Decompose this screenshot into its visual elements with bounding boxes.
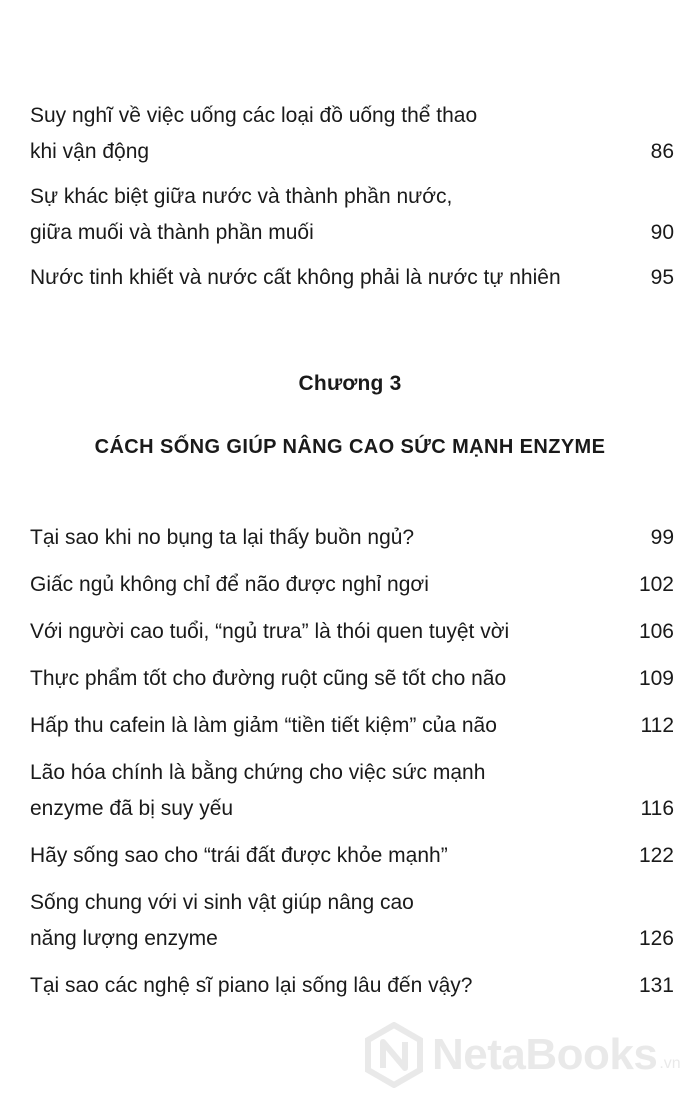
watermark-text: NetaBooks: [432, 1030, 658, 1079]
toc-entry: [30, 520, 674, 556]
netabooks-logo-icon: [364, 1022, 424, 1088]
toc-entry: [30, 98, 674, 170]
toc-entry-line: Suy nghĩ về việc uống các loại đồ uống thể thao: [30, 104, 478, 127]
toc-entry: [30, 614, 674, 650]
toc-page-number: 99: [650, 526, 674, 549]
toc-entry-line: Tại sao các nghệ sĩ piano lại sống lâu đến vậy?: [30, 974, 473, 997]
toc-entry-title: [30, 838, 448, 874]
toc-entry-line: Tại sao khi no bụng ta lại thấy buồn ngủ?: [30, 526, 415, 549]
toc-entry-line: Nước tinh khiết và nước cất không phải là nước tự nhiên: [30, 266, 561, 289]
toc-entry-title: [30, 567, 429, 603]
toc-entry-line: Với người cao tuổi, “ngủ trưa” là thói quen tuyệt vời: [30, 620, 510, 643]
watermark-tld: .vn: [659, 1055, 681, 1072]
chapter-title: CÁCH SỐNG GIÚP NÂNG CAO SỨC MẠNH ENZYME: [94, 436, 606, 458]
toc-entry: [30, 661, 674, 697]
toc-entry-line: năng lượng enzyme: [30, 927, 218, 950]
toc-page-number: 102: [638, 573, 674, 596]
toc-entry-title: [30, 661, 506, 697]
toc-entry-line: giữa muối và thành phần muối: [30, 221, 314, 244]
toc-page-number: 116: [640, 797, 674, 820]
toc-entry-line: Hấp thu cafein là làm giảm “tiền tiết kiệm” của não: [30, 714, 497, 737]
toc-entry: [30, 179, 674, 251]
toc-entry-line: Lão hóa chính là bằng chứng cho việc sức mạnh: [30, 761, 486, 784]
watermark: [364, 1020, 681, 1090]
toc-list-chapter-3: [30, 520, 674, 1015]
toc-entry-line: khi vận động: [30, 140, 150, 163]
toc-list-continued: [30, 98, 674, 305]
toc-entry: [30, 567, 674, 603]
toc-entry-title: [30, 968, 472, 1004]
toc-entry-line: Hãy sống sao cho “trái đất được khỏe mạnh”: [30, 844, 448, 867]
toc-entry-title: [30, 755, 485, 827]
toc-page-number: 131: [638, 974, 674, 997]
toc-entry: [30, 755, 674, 827]
toc-entry-title: [30, 260, 561, 296]
toc-page-number: 86: [650, 140, 674, 163]
toc-entry: [30, 708, 674, 744]
toc-entry: [30, 838, 674, 874]
toc-page-number: 106: [638, 620, 674, 643]
toc-page-number: 122: [638, 844, 674, 867]
toc-entry-title: [30, 520, 414, 556]
toc-page-number: 109: [638, 667, 674, 690]
toc-page-number: 95: [650, 266, 674, 289]
toc-entry-title: [30, 708, 497, 744]
toc-entry-line: Giấc ngủ không chỉ để não được nghỉ ngơi: [30, 573, 429, 596]
toc-entry-title: [30, 98, 477, 170]
toc-entry-title: [30, 614, 509, 650]
toc-entry-line: enzyme đã bị suy yếu: [30, 797, 234, 820]
toc-entry-title: [30, 179, 452, 251]
toc-entry: [30, 260, 674, 296]
toc-entry-title: [30, 885, 414, 957]
toc-page-number: 112: [640, 714, 674, 737]
toc-entry: [30, 968, 674, 1004]
toc-page-number: 126: [638, 927, 674, 950]
toc-entry: [30, 885, 674, 957]
toc-entry-line: Sự khác biệt giữa nước và thành phần nước,: [30, 185, 453, 208]
toc-entry-line: Sống chung với vi sinh vật giúp nâng cao: [30, 891, 414, 914]
toc-page-number: 90: [650, 221, 674, 244]
toc-entry-line: Thực phẩm tốt cho đường ruột cũng sẽ tốt cho não: [30, 667, 507, 690]
chapter-label: Chương 3: [298, 372, 402, 395]
